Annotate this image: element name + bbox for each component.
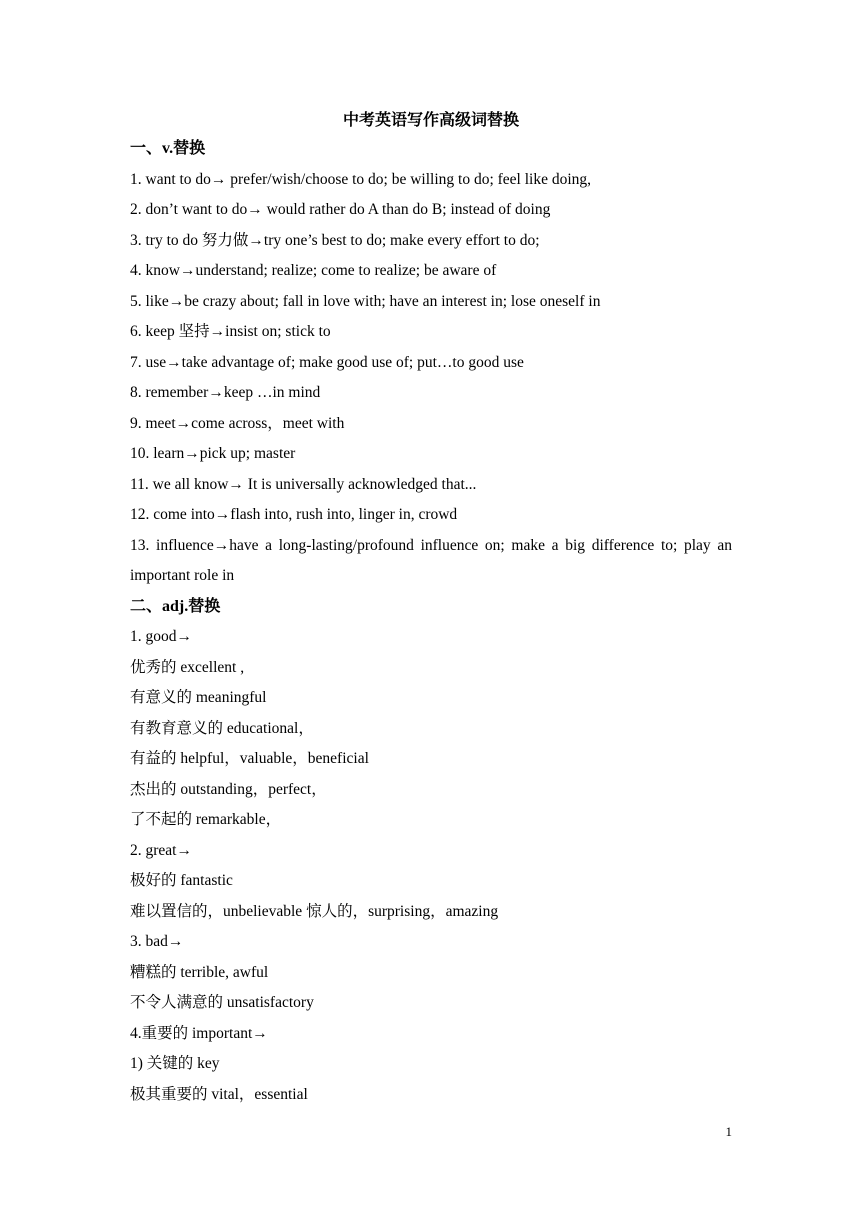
list-item: 5. like→be crazy about; fall in love with; have an interest in; lose oneself in bbox=[130, 292, 601, 310]
list-item: 13. influence→have a long-lasting/profound influence on; make a big difference to; play an important role in bbox=[130, 536, 732, 584]
list-item: 杰出的 outstanding，perfect， bbox=[130, 780, 327, 798]
list-item: 了不起的 remarkable， bbox=[130, 811, 282, 828]
list-item: 有益的 helpful，valuable，beneficial bbox=[130, 750, 369, 767]
list-item: 糟糕的 terrible, awful bbox=[130, 963, 269, 981]
list-item: 有教育意义的 educational， bbox=[130, 719, 314, 737]
document-page bbox=[130, 108, 732, 1110]
list-item: 4. know→understand; realize; come to realize; be aware of bbox=[130, 262, 497, 279]
list-item: 1) 关键的 key bbox=[130, 1055, 220, 1072]
list-item: 3. bad→ bbox=[130, 933, 184, 950]
list-item: 3. try to do 努力做→try one’s best to do; make every effort to do; bbox=[130, 231, 540, 249]
list-item: 10. learn→pick up; master bbox=[130, 445, 296, 462]
list-item: 难以置信的，unbelievable 惊人的，surprising，amazing bbox=[130, 902, 499, 920]
list-item: 8. remember→keep …in mind bbox=[130, 384, 321, 401]
section-heading-adjectives: 二、adj.替换 bbox=[130, 597, 221, 615]
list-item: 7. use→take advantage of; make good use of; put…to good use bbox=[130, 353, 524, 371]
list-item: 12. come into→flash into, rush into, linger in, crowd bbox=[130, 506, 458, 523]
page-number: 1 bbox=[725, 1124, 732, 1139]
list-item: 6. keep 坚持→insist on; stick to bbox=[130, 323, 331, 340]
list-item: 2. great→ bbox=[130, 841, 192, 859]
list-item: 极其重要的 vital，essential bbox=[130, 1085, 308, 1103]
list-item: 2. don’t want to do→ would rather do A than do B; instead of doing bbox=[130, 201, 551, 218]
list-item: 9. meet→come across，meet with bbox=[130, 414, 345, 432]
list-item: 1. want to do→ prefer/wish/choose to do; be willing to do; feel like doing, bbox=[130, 170, 592, 188]
list-item: 不令人满意的 unsatisfactory bbox=[130, 994, 314, 1011]
list-item: 极好的 fantastic bbox=[130, 872, 233, 889]
list-item: 优秀的 excellent , bbox=[130, 658, 245, 676]
list-item: 有意义的 meaningful bbox=[130, 689, 267, 706]
list-item: 11. we all know→ It is universally acknowledged that... bbox=[130, 475, 477, 493]
list-item: 1. good→ bbox=[130, 628, 192, 645]
section-heading-verbs: 一、v.替换 bbox=[130, 140, 206, 157]
list-item: 4.重要的 important→ bbox=[130, 1024, 268, 1042]
document-title: 中考英语写作高级词替换 bbox=[342, 112, 519, 129]
